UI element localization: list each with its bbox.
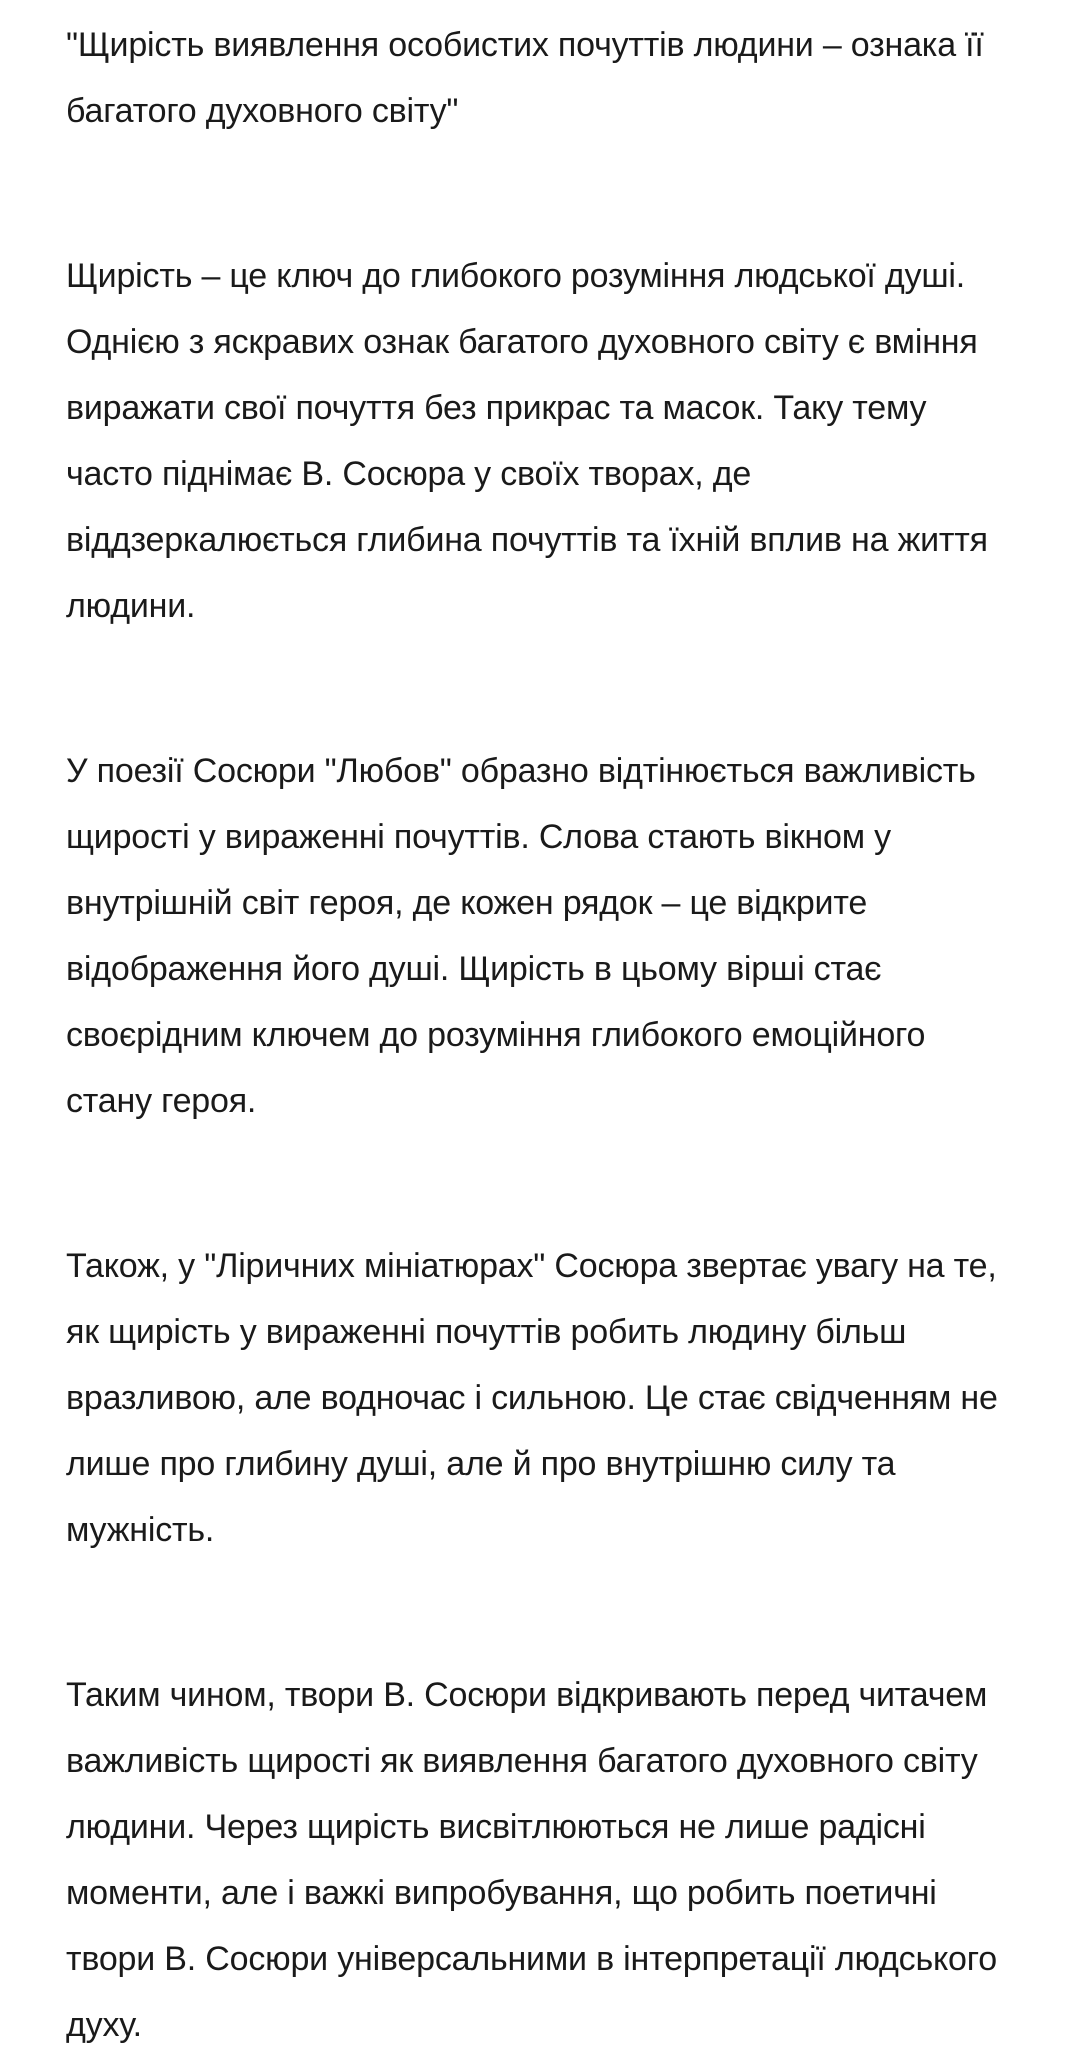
paragraph-intro: Щирість – це ключ до глибокого розуміння людської душі. Однією з яскравих ознак багатого духовного світу є вміння виражати свої почуття без прикрас та масок. Таку тему часто піднімає В. Сосюра у своїх творах, де віддзеркалюється глибина почуттів та їхній вплив на життя людини. — [66, 257, 988, 625]
essay-document — [66, 12, 1014, 2058]
essay-title: "Щирість виявлення особистих почуттів людини – ознака її багатого духовного світу" — [66, 26, 984, 130]
paragraph-love-poem: У поезії Сосюри "Любов" образно відтінюється важливість щирості у вираженні почуттів. Слова стають вікном у внутрішній світ героя, де кожен рядок – це відкрите відображення його душі. Щирість в цьому вірші стає своєрідним ключем до розуміння глибокого емоційного стану героя. — [66, 752, 976, 1120]
paragraph-lyrical-miniatures: Також, у "Ліричних мініатюрах" Сосюра звертає увагу на те, як щирість у вираженні почуттів робить людину більш вразливою, але водночас і сильною. Це стає свідченням не лише про глибину душі, але й про внутрішню силу та мужність. — [66, 1247, 998, 1549]
paragraph-conclusion: Таким чином, твори В. Сосюри відкривають перед читачем важливість щирості як виявлення багатого духовного світу людини. Через щирість висвітлюються не лише радісні моменти, але і важкі випробування, що робить поетичні твори В. Сосюри універсальними в інтерпретації людського духу. — [66, 1676, 997, 2044]
